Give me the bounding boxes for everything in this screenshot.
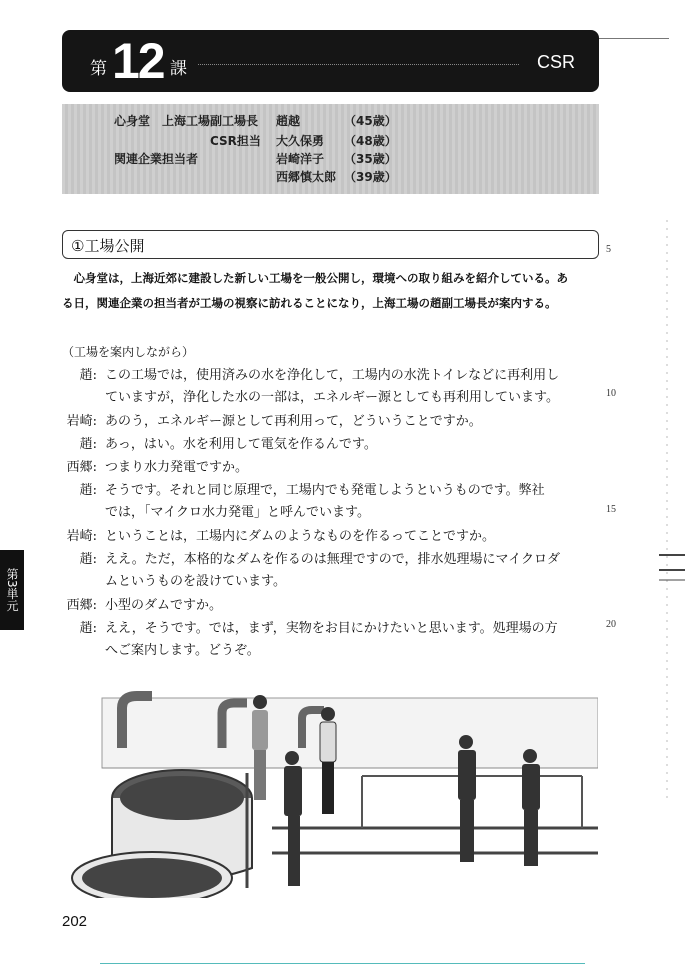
dialogue-line: ムというものを設けています。 — [105, 574, 286, 589]
top-rule — [599, 38, 669, 39]
section-heading — [62, 230, 599, 259]
factory-illustration — [62, 678, 598, 898]
intro-line: る日，関連企業の担当者が工場の視察に訪れることになり，上海工場の趙副工場長が案内する。 — [62, 296, 557, 310]
lesson-suffix: 課 — [170, 59, 187, 79]
cast-role: CSR担当 — [210, 134, 261, 148]
speaker: 趙: — [79, 437, 97, 452]
speaker: 趙: — [79, 483, 97, 498]
stage-direction: （工場を案内しながら） — [62, 345, 195, 359]
dialogue-line: ええ，そうです。では，まず，実物をお目にかけたいと思います。処理場の方 — [105, 621, 558, 636]
speaker: 岩崎: — [66, 414, 97, 429]
section-title: ①工場公開 — [71, 237, 145, 255]
line-number: 15 — [606, 504, 616, 515]
speaker: 岩崎: — [66, 529, 97, 544]
speaker: 趙: — [79, 621, 97, 636]
bottom-rule — [100, 963, 585, 964]
cast-age: （39歳） — [344, 170, 397, 184]
dialogue-line: あのう，エネルギー源として再利用って，どういうことですか。 — [105, 414, 482, 429]
lesson-header — [62, 30, 599, 92]
cast-age: （35歳） — [344, 152, 397, 166]
cast-age: （45歳） — [344, 114, 397, 128]
page-number: 202 — [62, 913, 88, 930]
cast-company: 心身堂 — [114, 114, 151, 128]
lesson-number: 12 — [112, 33, 164, 89]
line-number: 10 — [606, 388, 616, 399]
speaker: 趙: — [79, 552, 97, 567]
intro-line: 心身堂は，上海近郊に建設した新しい工場を一般公開し，環境への取り組みを紹介している。あ — [73, 271, 568, 285]
unit-side-tab: 第3単元 — [0, 550, 24, 630]
dialogue-line: あっ，はい。水を利用して電気を作るんです。 — [105, 437, 377, 452]
dialogue-line: へご案内します。どうぞ。 — [105, 643, 260, 658]
lesson-topic: CSR — [536, 52, 575, 72]
cast-name: 西郷慎太郎 — [276, 170, 337, 184]
cast-role: 上海工場副工場長 — [162, 114, 259, 128]
dialogue-line: ええ。ただ，本格的なダムを作るのは無理ですので，排水処理場にマイクロダ — [105, 552, 561, 567]
dialogue-line: ていますが，浄化した水の一部は，エネルギー源としても再利用しています。 — [105, 390, 559, 405]
speaker: 西郷: — [66, 598, 97, 613]
header-dotted-leader — [198, 64, 519, 65]
cast-age: （48歳） — [344, 134, 397, 148]
cast-name: 岩崎洋子 — [276, 152, 325, 166]
cast-list — [62, 104, 599, 194]
dialogue-line: そうです。それと同じ原理で，工場内でも発電しようというものです。弊社 — [105, 483, 545, 498]
speaker: 西郷: — [66, 460, 97, 475]
line-number: 5 — [606, 244, 611, 255]
lesson-prefix: 第 — [90, 59, 107, 79]
cast-name: 大久保勇 — [276, 134, 325, 148]
cast-name: 趙越 — [276, 114, 301, 128]
dialogue-line: つまり水力発電ですか。 — [105, 460, 249, 475]
line-number: 20 — [606, 619, 616, 630]
dialogue-line: では，「マイクロ水力発電」と呼んでいます。 — [105, 505, 370, 520]
speaker: 趙: — [79, 368, 97, 383]
scan-edge-marks — [655, 200, 685, 800]
dialogue-line: ということは，工場内にダムのようなものを作るってことですか。 — [105, 529, 496, 544]
dialogue-line: この工場では，使用済みの水を浄化して，工場内の水洗トイレなどに再利用し — [105, 368, 560, 383]
cast-company: 関連企業担当者 — [114, 152, 199, 166]
dialogue-line: 小型のダムですか。 — [105, 598, 223, 613]
